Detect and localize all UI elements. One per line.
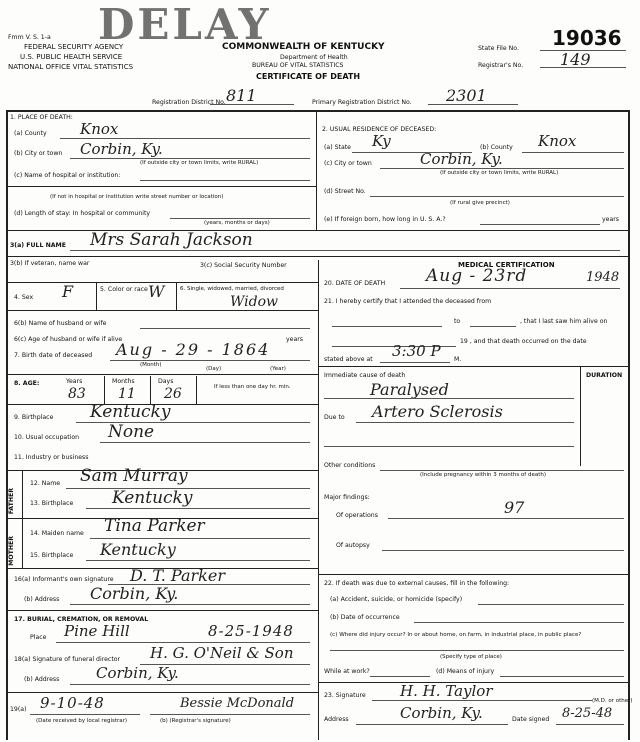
death-occurred-label: 19 , and that death occurred on the date (460, 338, 587, 345)
primary-district-label: Primary Registration District No. (312, 99, 412, 106)
res-street-label: (d) Street No. (324, 188, 366, 195)
certificate-title: CERTIFICATE OF DEATH (256, 72, 361, 81)
major-findings-label: Major findings: (324, 494, 370, 501)
operations-label: Of operations (336, 512, 378, 519)
age-label: 8. AGE: (14, 380, 40, 387)
sex-label: 4. Sex (14, 294, 34, 301)
time-of-death-unit: M. (454, 356, 462, 363)
burial-place-label: Place (30, 634, 47, 641)
registrar-signature: Bessie McDonald (180, 696, 295, 711)
res-city-value: Corbin, Ky. (420, 150, 503, 168)
filed-date-value: 9-10-48 (40, 694, 105, 712)
reg-district-number: 811 (226, 86, 257, 105)
time-of-death-value: 3:30 P (392, 342, 441, 360)
funeral-address-label: (b) Address (24, 676, 60, 683)
death-county-label: (a) County (14, 130, 47, 137)
reg-district-label: Registration District No. (152, 99, 226, 106)
operations-value: 97 (504, 498, 525, 517)
pregnancy-note: (Include pregnancy within 3 months of death) (420, 472, 547, 478)
father-side-label: FATHER (8, 488, 15, 515)
foreign-units: years (602, 216, 620, 223)
marital-label: 6. Single, widowed, married, divorced (180, 286, 284, 292)
informant-address-value: Corbin, Ky. (90, 584, 179, 603)
registrar-number: 149 (560, 50, 591, 69)
occurrence-date-label: (b) Date of occurrence (330, 614, 400, 621)
age-years-value: 83 (68, 386, 86, 402)
registrar-number-label: Registrar's No. (478, 62, 524, 69)
autopsy-label: Of autopsy (336, 542, 370, 549)
duration-label: DURATION (586, 372, 623, 379)
death-county-value: Knox (80, 120, 119, 138)
res-county-value: Knox (538, 132, 577, 150)
informant-label: 16(a) Informant's own signature (14, 576, 114, 583)
burial-date-value: 8-25-1948 (208, 622, 294, 640)
mother-name-value: Tina Parker (104, 516, 205, 536)
stated-above-label: stated above at (324, 356, 373, 363)
death-city-value: Corbin, Ky. (80, 140, 163, 158)
md-caption: (M.D. or other) (592, 698, 633, 704)
informant-signature: D. T. Parker (130, 566, 225, 585)
birthplace-label: 9. Birthplace (14, 414, 54, 421)
occupation-value: None (108, 422, 155, 442)
filed-date-caption: (Date received by local registrar) (36, 718, 128, 724)
res-outside-note: (If outside city or town limits, write RURAL) (440, 170, 559, 176)
not-hospital-note: (If not in hospital or institution write street number or location) (50, 194, 224, 200)
res-county-label: (b) County (480, 144, 513, 151)
birth-date-label: 7. Birth date of deceased (14, 352, 93, 359)
certifier-signature-label: 23. Signature (324, 692, 366, 699)
birth-day-caption: (Day) (206, 366, 222, 372)
spouse-age-label: 6(c) Age of husband or wife if alive (14, 336, 123, 343)
last-seen-label: , that I last saw him alive on (520, 318, 608, 325)
date-signed-label: Date signed (512, 716, 550, 723)
social-security-label: 3(c) Social Security Number (200, 262, 287, 269)
foreign-born-label: (e) If foreign born, how long in U. S. A.? (324, 216, 446, 223)
age-days-value: 26 (164, 386, 182, 402)
primary-district-number: 2301 (446, 86, 487, 105)
bureau-line: BUREAU OF VITAL STATISTICS (252, 62, 344, 69)
immediate-cause-value: Paralysed (370, 380, 449, 399)
father-name-value: Sam Murray (80, 466, 188, 486)
certifier-address: Corbin, Ky. (400, 704, 483, 722)
form-number: Fmm V. S. 1-a (8, 34, 51, 41)
external-causes-label: 22. If death was due to external causes, fill in the following: (324, 580, 510, 587)
due-to-label: Due to (324, 414, 345, 421)
sex-value: F (62, 282, 74, 301)
mother-birthplace-label: 15. Birthplace (30, 552, 74, 559)
occupation-label: 10. Usual occupation (14, 434, 80, 441)
res-state-label: (a) State (324, 144, 351, 151)
marital-value: Widow (230, 294, 278, 310)
delay-stamp: DELAY (98, 0, 272, 49)
full-name-value: Mrs Sarah Jackson (90, 230, 253, 250)
certifier-address-label: Address (324, 716, 349, 723)
filed-label: 19(a) (10, 706, 27, 713)
specify-place-caption: (Specify type of place) (440, 654, 502, 660)
burial-label: 17. BURIAL, CREMATION, OR REMOVAL (14, 616, 149, 623)
injury-place-label: (c) Where did injury occur? In or about home, on farm, in industrial place, in public place? (330, 632, 582, 638)
full-name-label: 3(a) FULL NAME (10, 242, 66, 249)
hospital-label: (c) Name of hospital or institution: (14, 172, 121, 179)
attended-to: to (454, 318, 461, 325)
res-rural-note: (If rural give precinct) (450, 200, 510, 206)
informant-address-label: (b) Address (24, 596, 60, 603)
registrar-signature-caption: (b) (Registrar's signature) (160, 718, 231, 724)
department-line: Department of Health (280, 54, 348, 61)
medical-cert-heading: MEDICAL CERTIFICATION (458, 261, 555, 269)
mother-birthplace-value: Kentucky (100, 540, 176, 559)
certifier-signature: H. H. Taylor (400, 682, 493, 700)
age-under-day: If less than one day hr. min. (214, 384, 291, 390)
spouse-age-units: years (286, 336, 304, 343)
agency-line-1: FEDERAL SECURITY AGENCY (24, 43, 124, 51)
death-year-value: 1948 (586, 270, 620, 285)
color-race-label: 5. Color or race (100, 286, 148, 293)
color-race-value: W (148, 282, 165, 301)
date-signed-value: 8-25-48 (562, 706, 613, 721)
at-work-label: While at work? (324, 668, 370, 675)
funeral-director-label: 18(a) Signature of funeral director (14, 656, 121, 663)
age-days-label: Days (158, 378, 174, 385)
father-birthplace-value: Kentucky (112, 488, 193, 508)
state-file-number: 19036 (552, 26, 622, 50)
age-months-value: 11 (118, 386, 136, 402)
father-name-label: 12. Name (30, 480, 61, 487)
burial-place-value: Pine Hill (64, 622, 130, 640)
res-city-label: (c) City or town (324, 160, 372, 167)
death-city-label: (b) City or town (14, 150, 63, 157)
accident-label: (a) Accident, suicide, or homicide (specify) (330, 596, 463, 603)
stay-units: (years, months or days) (204, 220, 270, 226)
birthplace-value: Kentucky (90, 402, 171, 422)
other-conditions-label: Other conditions (324, 462, 376, 469)
agency-line-2: U.S. PUBLIC HEALTH SERVICE (20, 53, 123, 61)
agency-line-3: NATIONAL OFFICE VITAL STATISTICS (8, 63, 134, 71)
age-months-label: Months (112, 378, 135, 385)
length-of-stay-label: (d) Length of stay: In hospital or community (14, 210, 151, 217)
father-birthplace-label: 13. Birthplace (30, 500, 74, 507)
immediate-cause-label: Immediate cause of death (324, 372, 406, 379)
means-of-injury-label: (d) Means of injury (436, 668, 495, 675)
industry-label: 11. Industry or business (14, 454, 89, 461)
mother-name-label: 14. Maiden name (30, 530, 84, 537)
death-date-label: 20. DATE OF DEATH (324, 280, 386, 287)
due-to-value: Artero Sclerosis (372, 402, 503, 421)
res-state-value: Ky (372, 132, 391, 150)
funeral-director-value: H. G. O'Neil & Son (150, 644, 294, 662)
place-of-death-label: 1. PLACE OF DEATH: (10, 114, 73, 121)
age-years-label: Years (66, 378, 83, 385)
death-outside-note: (If outside city or town limits, write RURAL) (140, 160, 259, 166)
death-date-value: Aug - 23rd (426, 266, 528, 286)
veteran-label: 3(b) If veteran, name war (10, 260, 90, 267)
state-file-label: State File No. (478, 45, 519, 52)
residence-label: 2. USUAL RESIDENCE OF DECEASED: (322, 126, 437, 133)
attended-label: 21. I hereby certify that I attended the deceased from (324, 298, 492, 305)
birth-date-value: Aug - 29 - 1864 (116, 340, 271, 359)
birth-month-caption: (Month) (140, 362, 162, 368)
birth-year-caption: (Year) (270, 366, 286, 372)
funeral-address-value: Corbin, Ky. (96, 664, 179, 682)
commonwealth-title: COMMONWEALTH OF KENTUCKY (222, 42, 385, 52)
spouse-name-label: 6(b) Name of husband or wife (14, 320, 107, 327)
mother-side-label: MOTHER (8, 536, 15, 566)
